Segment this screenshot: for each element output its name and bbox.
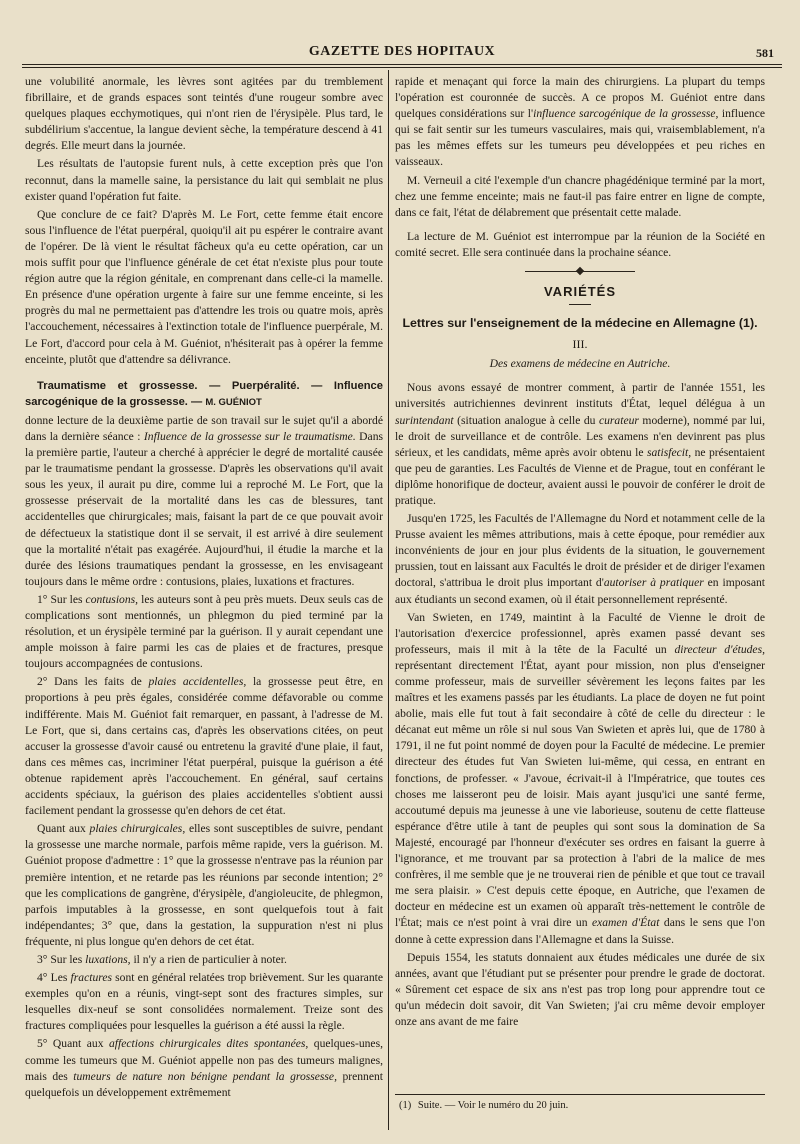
footnote-text: Suite. — Voir le numéro du 20 juin. <box>417 1100 569 1111</box>
short-rule <box>569 304 591 305</box>
footnote <box>395 1100 765 1111</box>
paragraph: 1° Sur les contusions, les auteurs sont à peu près muets. Deux seuls cas de complications sont mentionnés, un phlegmon du pied terminé par la résolution, et un érysipèle terminé par la guérison. Il y aurait cependant une ample moisson à faire parmi les cas de plaies et de fractures, presque toujours accompagnées de contusions. <box>25 592 383 671</box>
paragraph: Nous avons essayé de montrer comment, à partir de l'année 1551, les universités autrichiennes devinrent instituts d'État, lequel délégua à un surintendant (situation analogue à celle du curateur moderne), nommé par lui, le droit de surveillance et de contrôle. Les examens n'en devinrent pas plus sérieux, et les candidats, même après avoir obtenu le satisfecit, ne présentaient que peu de garanties. Les Facultés de Vienne et de Prague, tout en conférant le diplôme honorifique de docteur, avaient aussi le pouvoir de conférer le droit de pratique. <box>395 381 765 507</box>
chapter-title: Des examens de médecine en Autriche. <box>489 357 671 371</box>
paragraph: Que conclure de ce fait? D'après M. Le Fort, cette femme était encore sous l'influence de l'état puerpéral, quoiqu'il ait pu espérer le contraire avant de l'opérer. De là vient le résultat fâcheux qu'a eu cette opération, car un mois suffit pour que l'influence générale de cet état n'existe plus pour toute région autre que la région génitale, en comprenant dans celle-ci la mamelle. En présence d'une opération urgente à faire sur une femme enceinte, si les progrès du mal ne permettaient pas d'attendre les trois ou quatre mois, après l'accouchement, nécessaires à l'extinction totale de l'influence puerpérale, M. Le Fort, d'accord pour cela à M. Guéniot, n'hésiterait pas à opérer la femme enceinte, plutôt que d'attendre sa délivrance. <box>25 207 383 366</box>
journal-title: GAZETTE DES HOPITAUX <box>308 44 496 59</box>
header-rule <box>22 67 782 68</box>
section-heading <box>25 378 383 411</box>
paragraph: Jusqu'en 1725, les Facultés de l'Allemagne du Nord et notamment celle de la Prusse avaient les mêmes attributions, mais à cette époque, pour remédier aux inconvénients de jour en jour plus évidents de la situation, le gouvernement prussien, tout en laissant aux Facultés le droit de présider et de diriger l'examen doctoral, s'attribua le droit plus important d'autoriser à pratiquer en imposant aux étudiants un second examen, où il était personnellement représenté. <box>395 512 765 606</box>
heading-text: Traumatisme et grossesse. — Puerpéralité. — Influence sarcogénique de la grossesse. — <box>25 379 383 408</box>
paragraph: 5° Quant aux affections chirurgicales dites spontanées, quelques-unes, comme les tumeurs que M. Guéniot appelle non pas des tumeurs malignes, mais des tumeurs de nature non bénigne pendant la grossesse, prennent quelquefois un développement extrêmement <box>25 1037 383 1099</box>
page-number: 581 <box>756 46 774 60</box>
column-separator <box>388 70 389 1130</box>
right-column <box>395 74 765 1094</box>
article-title: Lettres sur l'enseignement de la médecine en Allemagne (1). <box>402 316 758 331</box>
paragraph: rapide et menaçant qui force la main des chirurgiens. La plupart du temps l'opération est couronnée de succès. A ce propos M. Guéniot entre dans quelques considérations sur l'influence sarcogénique de la grossesse, influence qui se fait sentir sur les tumeurs vasculaires, mais qui, vraisemblablement, n'a pas les mêmes effets sur les tumeurs peu développées et peu riches en vaisseaux. <box>395 75 765 169</box>
ornament-divider <box>525 271 635 274</box>
left-column <box>25 74 383 1134</box>
paragraph: 4° Les fractures sont en général relatées trop brièvement. Sur les quarante exemples qu'on en a réunis, vingt-sept sont des fractures simples, sur lesquelles dix-neuf se sont consolidées normalement. Treize sont des fractures compliquées pour lesquelles la guérison a été aussi la règle. <box>25 971 383 1033</box>
paragraph: 2° Dans les faits de plaies accidentelles, la grossesse peut être, en proportions à peu près égales, considérée comme défavorable ou comme indifférente. Mais M. Guéniot fait remarquer, en passant, à l'adresse de M. Le Fort, que si, dans certains cas, d'après les observations citées, on peut accuser la grossesse d'avoir causé ou entretenu la gravité d'une plaie, il faut, dans ces mêmes cas, incriminer l'état puerpéral, puisque la guérison a été obtenue rapidement après l'accouchement. En général, sauf certains accidents spéciaux, la guérison des plaies accidentelles s'obtient aussi facilement pendant la grossesse qu'en dehors de cet état. <box>25 675 383 818</box>
paragraph: 3° Sur les luxations, il n'y a rien de particulier à noter. <box>37 952 287 966</box>
paragraph: donne lecture de la deuxième partie de son travail sur le sujet qu'il a abordé dans la dernière séance : Influence de la grossesse sur le traumatisme. Dans la première partie, l'auteur a cherché à apprécier le degré de mortalité causée par le traumatisme pendant la grossesse. D'après les observations qu'il avait sous les yeux, il aurait pu dire, comme lui a reproché M. Le Fort, que la grossesse préservait de la mortalité dans les cas de blessures, tant accidentelles que chirurgicales; mais, faisant la part de ce que pouvait avoir de défectueux la statistique dont il se servait, il est arrivé à dire seulement que la mortalité n'était pas exagérée. Aujourd'hui, il étudie la marche et la durée des lésions traumatiques pendant la grossesse, en les envisageant toujours dans le même ordre : contusions, plaies, luxations et fractures. <box>25 413 383 588</box>
section-title: VARIÉTÉS <box>543 284 617 300</box>
paragraph: Quant aux plaies chirurgicales, elles sont susceptibles de suivre, pendant la grossesse une marche normale, parfois même rapide, vers la guérison. M. Guéniot propose d'admettre : 1° que la grossesse n'entrave pas la réunion par première intention, et ne retarde pas les réunions par seconde intention; 2° que les complications de gangrène, d'érysipèle, d'angioleucite, de phlegmon, parfois imputables à la grossesse, en sont quelquefois tout à fait indépendantes; 3° que, dans la gestation, la suppuration n'est ni plus fréquente, ni plus longue qu'en dehors de cet état. <box>25 822 383 948</box>
article-part-number: III. <box>572 337 588 352</box>
paragraph: La lecture de M. Guéniot est interrompue par la réunion de la Société en comité secret. Elle sera continuée dans la prochaine séance. <box>395 229 765 259</box>
paragraph: Les résultats de l'autopsie furent nuls, à cette exception près que l'on reconnut, dans la mamelle saine, la persistance du lait qui semblait ne plus exister quand l'opération fut faite. <box>25 157 383 203</box>
paragraph: Van Swieten, en 1749, maintint à la Faculté de Vienne le droit de l'autorisation d'exercice professionnel, après examen passé devant ses professeurs, mais il mit à la tête de la Faculté un directeur d'études, représentant directement l'État, ayant pour mission, non plus d'enseigner comme professeur, mais de surveiller sévèrement les leçons faites par les maîtres et les examens passés par les étudiants. La place de doyen ne fut point abolie, mais elle fut tout à fait secondaire à côté de celle du directeur : le décanat eut même un rôle si nul sous Van Swieten et après lui, que de 1780 à 1791, il ne fut point nommé de doyen pour la Faculté de médecine. Le premier directeur des études fut Van Swieten lui-même, qui cessa, en entrant en fonctions, de professer. « J'avoue, écrivait-il à l'Impératrice, que toutes ces choses me laisseront peu de loisir. Mais ayant jusqu'ici une santé ferme, accoutumé depuis ma jeunesse à une vie laborieuse, soutenu de cette flatteuse espérance d'être utile à tant de peuples qui sont sous la domination de Sa Majesté, encouragé par l'honneur d'exécuter ses ordres en faisant la guerre à l'ignorance, et me trouvant par sa protection à l'abri de la malice de mes confrères, il me semble que je ne trouverai rien de pénible et que tout ce travail me sera plaisir. » C'est depuis cette époque, en Autriche, que l'examen de docteur en médecine est un examen où apparaît très-nettement le contrôle de l'État; mais ce n'est point à vrai dire un examen d'État dans le sens que l'on donne à cette expression dans l'Allemagne et dans la Suisse. <box>395 610 765 946</box>
paragraph: M. Verneuil a cité l'exemple d'un chancre phagédénique terminé par la mort, chez une femme enceinte; mais ne faut-il pas faire entrer en ligne de compte, dans ce fait, l'état de délabrement que présentait cette malade. <box>395 173 765 219</box>
paragraph: Depuis 1554, les statuts donnaient aux études médicales une durée de six années, avant que l'étudiant put se présenter pour prendre le grade de doctorat. « Sûrement cet espace de six ans n'est pas trop long pour apprendre tout ce qu'un médecin doit savoir, dit Van Swieten; j'ai cru même devoir employer onze ans avant de me faire <box>395 950 765 1028</box>
heading-author: M. GUÉNIOT <box>205 396 262 408</box>
footnote-rule <box>395 1094 765 1095</box>
page-header <box>22 38 782 65</box>
paragraph: une volubilité anormale, les lèvres sont agitées par du tremblement fibrillaire, et de grands espaces sont teintés d'une rougeur sombre avec quelques plaques ecchymotiques, qui n'ont rien de l'érysipèle. Plus tard, le subdélirium s'accentue, la langue devient sèche, la température descend à 41 degrés. Elle meurt dans la journée. <box>25 75 383 153</box>
footnote-mark: (1) <box>399 1100 412 1111</box>
